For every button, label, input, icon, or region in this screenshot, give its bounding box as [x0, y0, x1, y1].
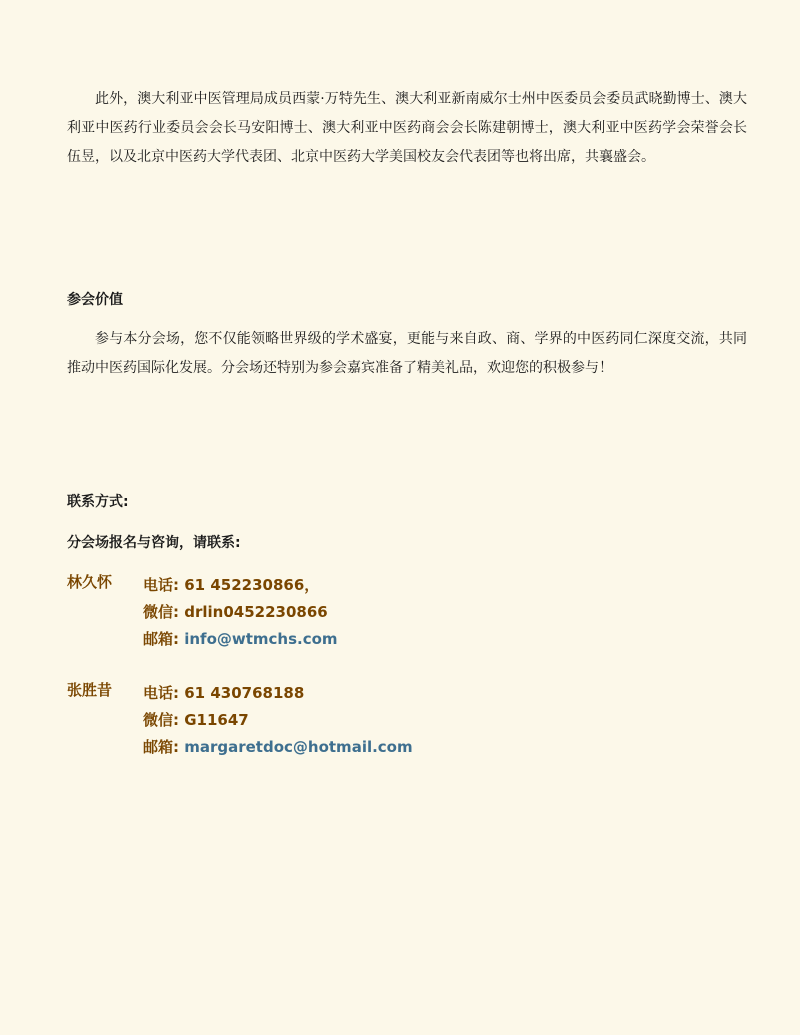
- section-heading-contact: 联系方式:: [67, 494, 129, 510]
- contact-details: [143, 680, 413, 761]
- contact-email: [143, 734, 413, 761]
- intro-paragraph: 此外，澳大利亚中医管理局成员西蒙·万特先生、澳大利亚新南威尔士州中医委员会委员武晓勤博士、澳大利亚中医药行业委员会会长马安阳博士、澳大利亚中医药商会会长陈建朝博士，澳大利亚中医药学会荣誉会长伍昱，以及北京中医药大学代表团、北京中医药大学美国校友会代表团等也将出席，共襄盛会。: [67, 91, 747, 165]
- contact-email: [143, 626, 338, 653]
- phone-value: 61 452230866，: [179, 576, 320, 594]
- email-label: 邮箱:: [143, 630, 179, 648]
- wechat-label: 微信:: [143, 603, 179, 621]
- phone-label: 电话:: [143, 576, 179, 594]
- contact-phone: [143, 572, 338, 599]
- section-heading-value: 参会价值: [67, 292, 123, 308]
- phone-label: 电话:: [143, 684, 179, 702]
- contact-wechat: [143, 707, 413, 734]
- contact-name: 林久怀: [67, 573, 113, 591]
- value-paragraph: 参与本分会场，您不仅能领略世界级的学术盛宴，更能与来自政、商、学界的中医药同仁深度交流，共同推动中医药国际化发展。分会场还特别为参会嘉宾准备了精美礼品，欢迎您的积极参与！: [67, 331, 747, 376]
- wechat-value: drlin0452230866: [179, 603, 328, 621]
- phone-value: 61 430768188: [179, 684, 305, 702]
- contact-name: 张胜昔: [67, 681, 113, 699]
- contact-details: [143, 572, 338, 653]
- email-label: 邮箱:: [143, 738, 179, 756]
- registration-subheading: 分会场报名与咨询，请联系:: [67, 535, 241, 551]
- email-link[interactable]: margaretdoc@hotmail.com: [179, 738, 413, 756]
- contact-phone: [143, 680, 413, 707]
- wechat-value: G11647: [179, 711, 249, 729]
- email-link[interactable]: info@wtmchs.com: [179, 630, 338, 648]
- wechat-label: 微信:: [143, 711, 179, 729]
- contact-wechat: [143, 599, 338, 626]
